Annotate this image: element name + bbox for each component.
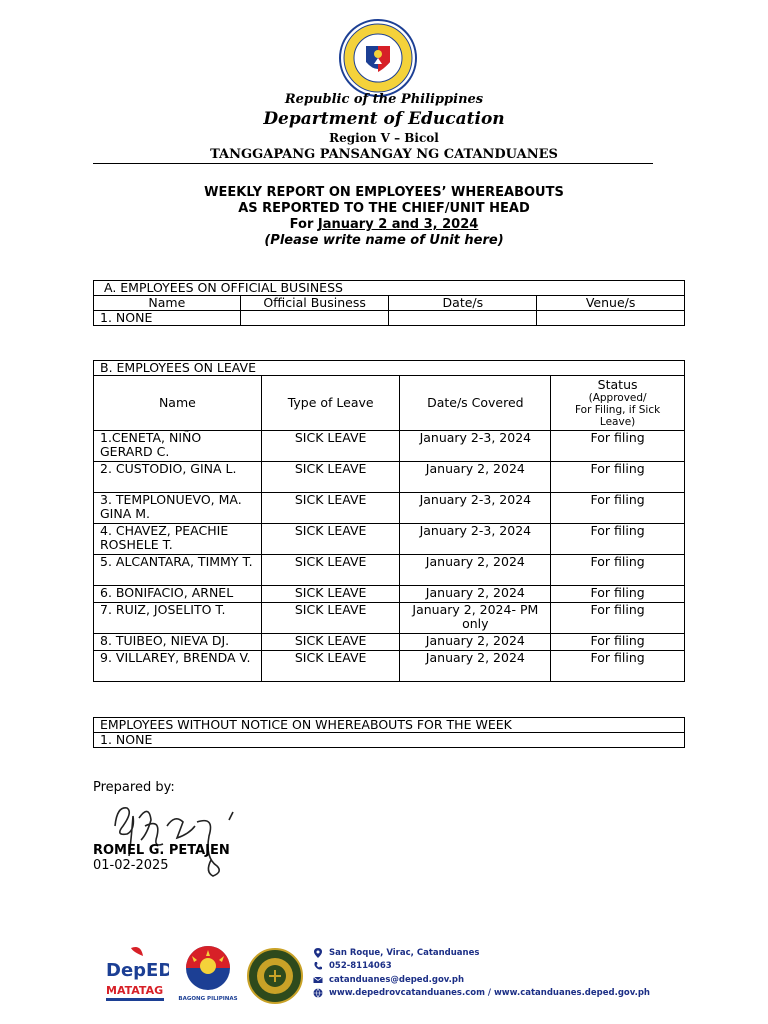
phone-text: 052-8114063 <box>329 961 392 972</box>
bagong-pilipinas-text: BAGONG PILIPINAS <box>178 996 238 1002</box>
status-note-1: (Approved/ <box>588 392 647 404</box>
leave-status: For filing <box>551 524 685 555</box>
region-line: Region V – Bicol <box>329 131 439 145</box>
leave-type: SICK LEAVE <box>261 555 400 586</box>
column-header: Date/s <box>389 296 537 311</box>
column-header-dates: Date/s Covered <box>400 376 551 431</box>
table-row <box>94 651 685 682</box>
section-b-heading: B. EMPLOYEES ON LEAVE <box>94 361 685 376</box>
report-period-prefix: For <box>289 217 318 232</box>
section-c-heading: EMPLOYEES WITHOUT NOTICE ON WHEREABOUTS FOR THE WEEK <box>94 718 685 733</box>
dates-covered: January 2-3, 2024 <box>400 431 551 462</box>
employee-name: 6. BONIFACIO, ARNEL <box>94 586 262 603</box>
table-row <box>94 555 685 586</box>
employee-name: 2. CUSTODIO, GINA L. <box>94 462 262 493</box>
report-title-line1: WEEKLY REPORT ON EMPLOYEES’ WHEREABOUTS <box>204 185 564 200</box>
contact-info <box>313 946 650 1000</box>
column-header: Official Business <box>240 296 389 311</box>
employee-name: 4. CHAVEZ, PEACHIE ROSHELE T. <box>94 524 262 555</box>
dates-covered: January 2-3, 2024 <box>400 524 551 555</box>
table-cell <box>389 311 537 326</box>
table-row <box>94 493 685 524</box>
dates-covered: January 2, 2024 <box>400 634 551 651</box>
leave-status: For filing <box>551 603 685 634</box>
employee-name: 9. VILLAREY, BRENDA V. <box>94 651 262 682</box>
section-a-heading: A. EMPLOYEES ON OFFICIAL BUSINESS <box>94 281 685 296</box>
dates-covered: January 2, 2024 <box>400 462 551 493</box>
location-pin-icon <box>313 948 323 958</box>
dates-covered: January 2-3, 2024 <box>400 493 551 524</box>
table-row <box>94 603 685 634</box>
table-row <box>94 524 685 555</box>
employee-name: 5. ALCANTARA, TIMMY T. <box>94 555 262 586</box>
leave-type: SICK LEAVE <box>261 586 400 603</box>
column-header: Name <box>94 296 241 311</box>
employee-name: 8. TUIBEO, NIEVA DJ. <box>94 634 262 651</box>
table-row <box>94 311 685 326</box>
employee-name: 1.CENETA, NIÑO GERARD C. <box>94 431 262 462</box>
matatag-logo-text: MATATAG <box>106 984 164 997</box>
leave-status: For filing <box>551 462 685 493</box>
status-note-2: For Filing, if Sick <box>575 404 661 416</box>
report-title-line2: AS REPORTED TO THE CHIEF/UNIT HEAD <box>238 201 530 216</box>
deped-matatag-logo <box>103 946 169 1004</box>
dates-covered: January 2, 2024 <box>400 555 551 586</box>
status-note-3: Leave) <box>599 416 636 428</box>
column-header-status <box>551 376 685 431</box>
contact-address <box>313 946 650 960</box>
column-header-name: Name <box>94 376 262 431</box>
column-header: Venue/s <box>537 296 685 311</box>
table-row <box>94 586 685 603</box>
signature-date: 01-02-2025 <box>93 858 169 873</box>
email-link[interactable]: catanduanes@deped.gov.ph <box>329 974 465 985</box>
employee-name: 3. TEMPLONUEVO, MA. GINA M. <box>94 493 262 524</box>
department-name: Department of Education <box>263 109 505 129</box>
column-header-type: Type of Leave <box>261 376 400 431</box>
address-text: San Roque, Virac, Catanduanes <box>329 947 480 958</box>
table-cell <box>537 311 685 326</box>
leave-type: SICK LEAVE <box>261 493 400 524</box>
republic-line: Republic of the Philippines <box>284 92 484 107</box>
employees-on-leave-table <box>93 360 685 682</box>
leave-type: SICK LEAVE <box>261 524 400 555</box>
table-row <box>94 462 685 493</box>
deped-logo-text: DepED <box>106 960 169 981</box>
contact-email <box>313 973 650 987</box>
leave-status: For filing <box>551 431 685 462</box>
table-cell <box>240 311 389 326</box>
leave-status: For filing <box>551 493 685 524</box>
report-period <box>0 217 768 232</box>
header-divider <box>93 163 653 164</box>
table-row <box>94 634 685 651</box>
leave-type: SICK LEAVE <box>261 431 400 462</box>
employee-name: 7. RUIZ, JOSELITO T. <box>94 603 262 634</box>
deped-seal-logo <box>338 18 418 98</box>
dates-covered: January 2, 2024 <box>400 651 551 682</box>
division-seal-logo <box>247 948 303 1004</box>
envelope-icon <box>313 975 323 985</box>
leave-type: SICK LEAVE <box>261 651 400 682</box>
leave-status: For filing <box>551 555 685 586</box>
table-cell: 1. NONE <box>94 733 685 748</box>
leave-status: For filing <box>551 634 685 651</box>
report-period-dates: January 2 and 3, 2024 <box>317 217 479 232</box>
leave-type: SICK LEAVE <box>261 603 400 634</box>
table-cell: 1. NONE <box>94 311 241 326</box>
unit-placeholder: (Please write name of Unit here) <box>264 233 504 248</box>
leave-type: SICK LEAVE <box>261 634 400 651</box>
prepared-by-label: Prepared by: <box>93 780 175 795</box>
website-link[interactable]: www.depedrovcatanduanes.com / www.catanduanes.deped.gov.ph <box>329 988 650 999</box>
office-name: TANGGAPANG PANSANGAY NG CATANDUANES <box>210 147 558 162</box>
signatory-name: ROMEL G. PETAJEN <box>93 843 230 858</box>
no-notice-table <box>93 717 685 748</box>
dates-covered: January 2, 2024- PM only <box>400 603 551 634</box>
table-row <box>94 431 685 462</box>
globe-icon <box>313 988 323 998</box>
contact-phone <box>313 960 650 974</box>
contact-website <box>313 987 650 1001</box>
official-business-table <box>93 280 685 326</box>
table-row <box>94 733 685 748</box>
status-heading: Status <box>597 377 638 392</box>
leave-status: For filing <box>551 586 685 603</box>
dates-covered: January 2, 2024 <box>400 586 551 603</box>
phone-icon <box>313 961 323 971</box>
bagong-pilipinas-logo <box>177 942 239 1004</box>
leave-type: SICK LEAVE <box>261 462 400 493</box>
leave-status: For filing <box>551 651 685 682</box>
